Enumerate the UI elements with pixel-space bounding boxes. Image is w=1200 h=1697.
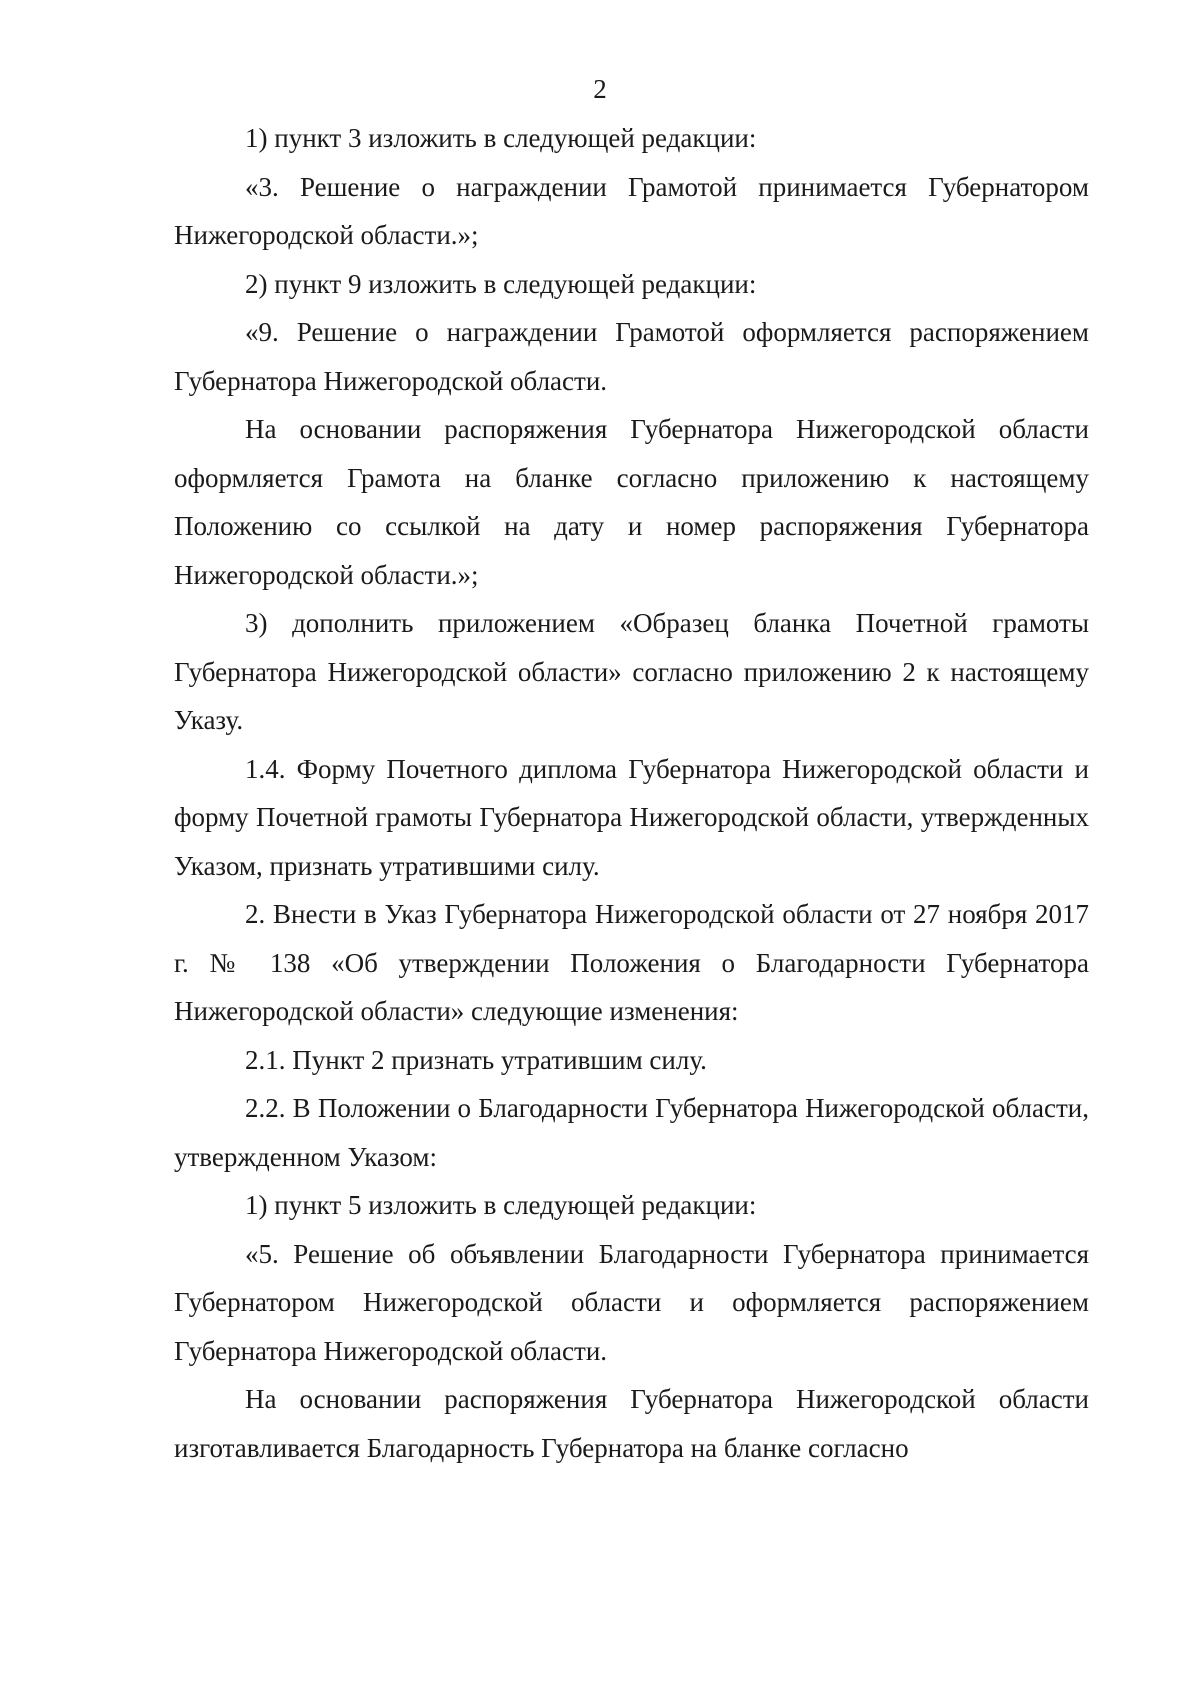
paragraph-item-5-heading: 1) пункт 5 изложить в следующей редакции: [245,1190,757,1220]
paragraph-item-9-basis: На основании распоряжения Губернатора Нижегородской области оформляется Грамота на бланке согласно приложению к настоящему Положению со ссылкой на дату и номер распоряжения Губернатора Нижегородской области.»; [174,414,1089,590]
paragraph-section-2-1: 2.1. Пункт 2 признать утратившим силу. [245,1044,707,1075]
paragraph-section-1-4: 1.4. Форму Почетного диплома Губернатора Нижегородской области и форму Почетной грамоты Губернатора Нижегородской области, утвержденных Указом, признать утратившими силу. [174,753,1089,881]
document-body [174,114,1089,1472]
page-number: 2 [593,74,607,104]
paragraph-item-9-text: «9. Решение о награждении Грамотой оформляется распоряжением Губернатора Нижегородской области. [174,317,1089,396]
paragraph-item-9-heading: 2) пункт 9 изложить в следующей редакции: [245,268,757,299]
paragraph-section-2-2: 2.2. В Положении о Благодарности Губернатора Нижегородской области, утвержденном Указом: [174,1093,1089,1172]
paragraph-item-3-heading: 1) пункт 3 изложить в следующей редакции: [245,123,757,153]
paragraph-item-3-text: «3. Решение о награждении Грамотой принимается Губернатором Нижегородской области.»; [174,171,1089,250]
paragraph-item-5-basis: На основании распоряжения Губернатора Нижегородской области изготавливается Благодарность Губернатора на бланке согласно [174,1384,1089,1463]
paragraph-item-3-supplement: 3) дополнить приложением «Образец бланка Почетной грамоты Губернатора Нижегородской области» согласно приложению 2 к настоящему Указу. [174,608,1089,735]
paragraph-section-2: 2. Внести в Указ Губернатора Нижегородской области от 27 ноября 2017 г. № 138 «Об утверждении Положения о Благодарности Губернатора Нижегородской области» следующие изменения: [174,899,1089,1026]
paragraph-item-5-text: «5. Решение об объявлении Благодарности Губернатора принимается Губернатором Нижегородской области и оформляется распоряжением Губернатора Нижегородской области. [174,1238,1089,1366]
